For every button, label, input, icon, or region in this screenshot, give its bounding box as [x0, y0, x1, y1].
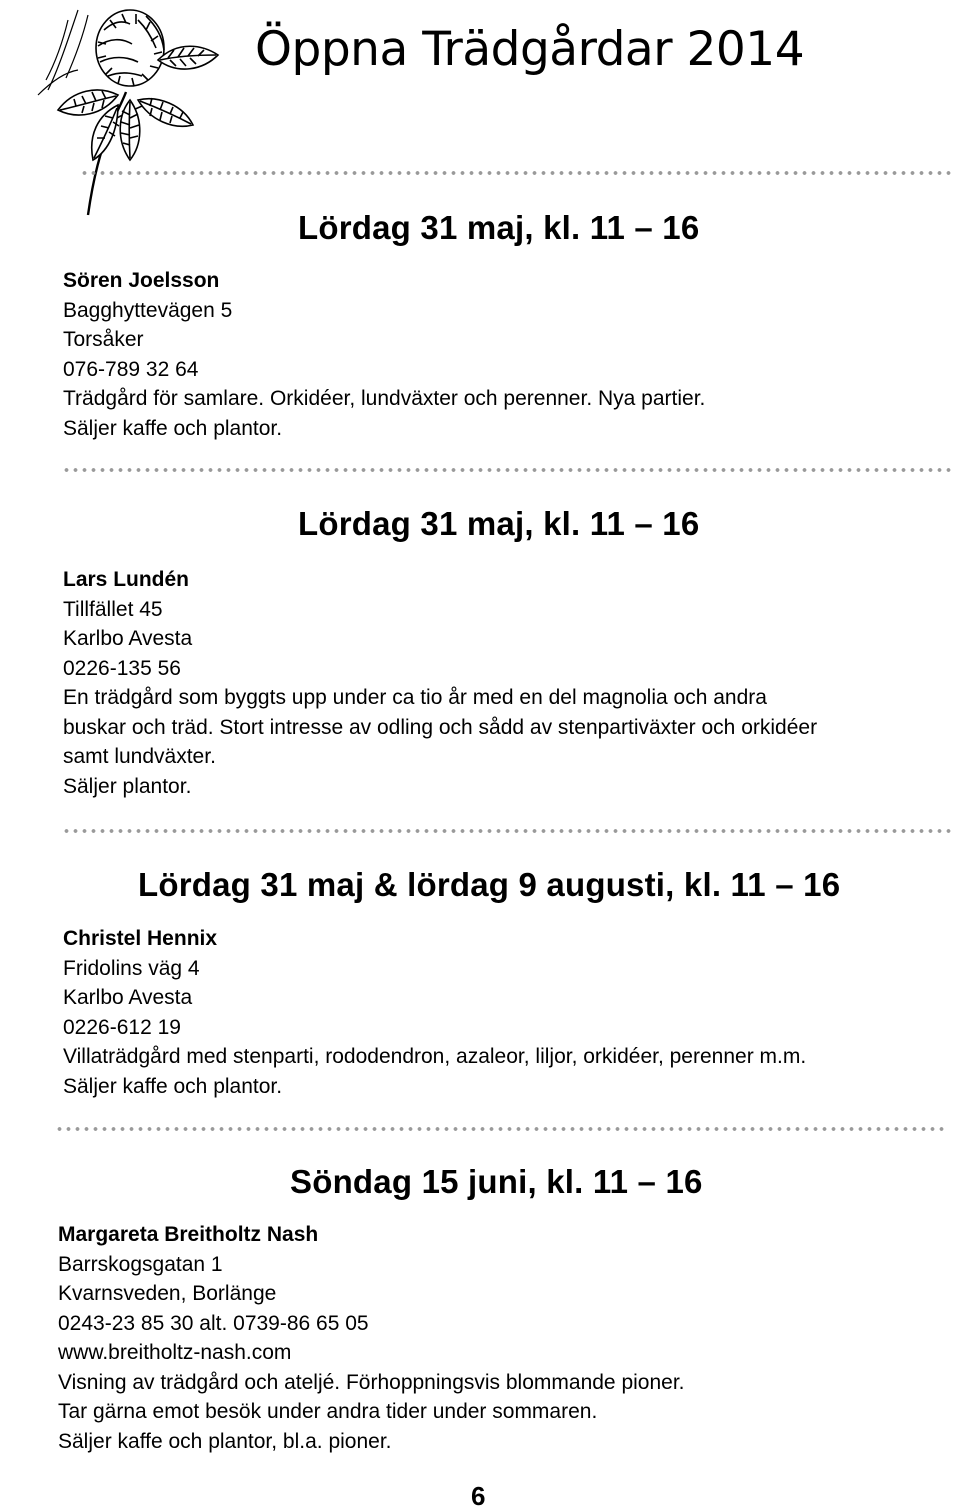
location-line: Kvarnsveden, Borlänge: [58, 1282, 277, 1305]
page-number: 6: [471, 1481, 486, 1511]
description-line: Visning av trädgård och ateljé. Förhoppningsvis blommande pioner.: [58, 1370, 685, 1394]
location-line: Karlbo Avesta: [63, 627, 193, 650]
dotted-separator: [62, 828, 955, 834]
garden-entry: [58, 1220, 685, 1456]
date-heading: Lördag 31 maj, kl. 11 – 16: [298, 505, 700, 542]
location-line: Torsåker: [63, 328, 144, 351]
page-title: Öppna Trädgårdar 2014: [255, 22, 805, 77]
owner-name: Christel Hennix: [63, 927, 218, 950]
garden-entry: [63, 565, 817, 801]
phone-line: 0226-612 19: [63, 1015, 181, 1039]
address-line: Tillfället 45: [63, 597, 163, 621]
description-line: En trädgård som byggts upp under ca tio år med en del magnolia och andra: [63, 686, 767, 709]
address-line: Barrskogsgatan 1: [58, 1252, 223, 1276]
address-line: Fridolins väg 4: [63, 956, 200, 980]
clover-illustration: [18, 0, 228, 225]
date-heading: Söndag 15 juni, kl. 11 – 16: [290, 1163, 703, 1200]
dotted-separator: [55, 1126, 948, 1132]
dotted-separator: [62, 467, 955, 473]
description-line: Säljer kaffe och plantor.: [63, 1074, 283, 1098]
garden-entry: [63, 266, 705, 443]
dotted-separator: [80, 170, 955, 176]
description-line: samt lundväxter.: [63, 745, 216, 768]
description-line: Villaträdgård med stenparti, rododendron, azaleor, liljor, orkidéer, perenner m.m.: [63, 1045, 807, 1068]
date-heading: Lördag 31 maj & lördag 9 augusti, kl. 11 – 16: [138, 866, 841, 903]
description-line: Tar gärna emot besök under andra tider under sommaren.: [58, 1400, 598, 1423]
phone-line: 076-789 32 64: [63, 357, 199, 381]
location-line: Karlbo Avesta: [63, 986, 193, 1009]
owner-name: Sören Joelsson: [63, 269, 220, 292]
garden-entry: [63, 924, 806, 1101]
description-line: Säljer kaffe och plantor.: [63, 416, 283, 440]
description-line: Trädgård för samlare. Orkidéer, lundväxter och perenner. Nya partier.: [63, 387, 706, 410]
phone-line: 0226-135 56: [63, 656, 181, 680]
description-line: Säljer kaffe och plantor, bl.a. pioner.: [58, 1429, 392, 1453]
phone-line: 0243-23 85 30 alt. 0739-86 65 05: [58, 1311, 369, 1335]
owner-name: Margareta Breitholtz Nash: [58, 1223, 319, 1246]
date-heading: Lördag 31 maj, kl. 11 – 16: [298, 209, 700, 246]
description-line: Säljer plantor.: [63, 774, 192, 798]
address-line: Bagghyttevägen 5: [63, 298, 233, 322]
owner-name: Lars Lundén: [63, 568, 190, 591]
website-line: www.breitholtz-nash.com: [58, 1341, 292, 1364]
description-line: buskar och träd. Stort intresse av odling och sådd av stenpartiväxter och orkidéer: [63, 715, 818, 739]
